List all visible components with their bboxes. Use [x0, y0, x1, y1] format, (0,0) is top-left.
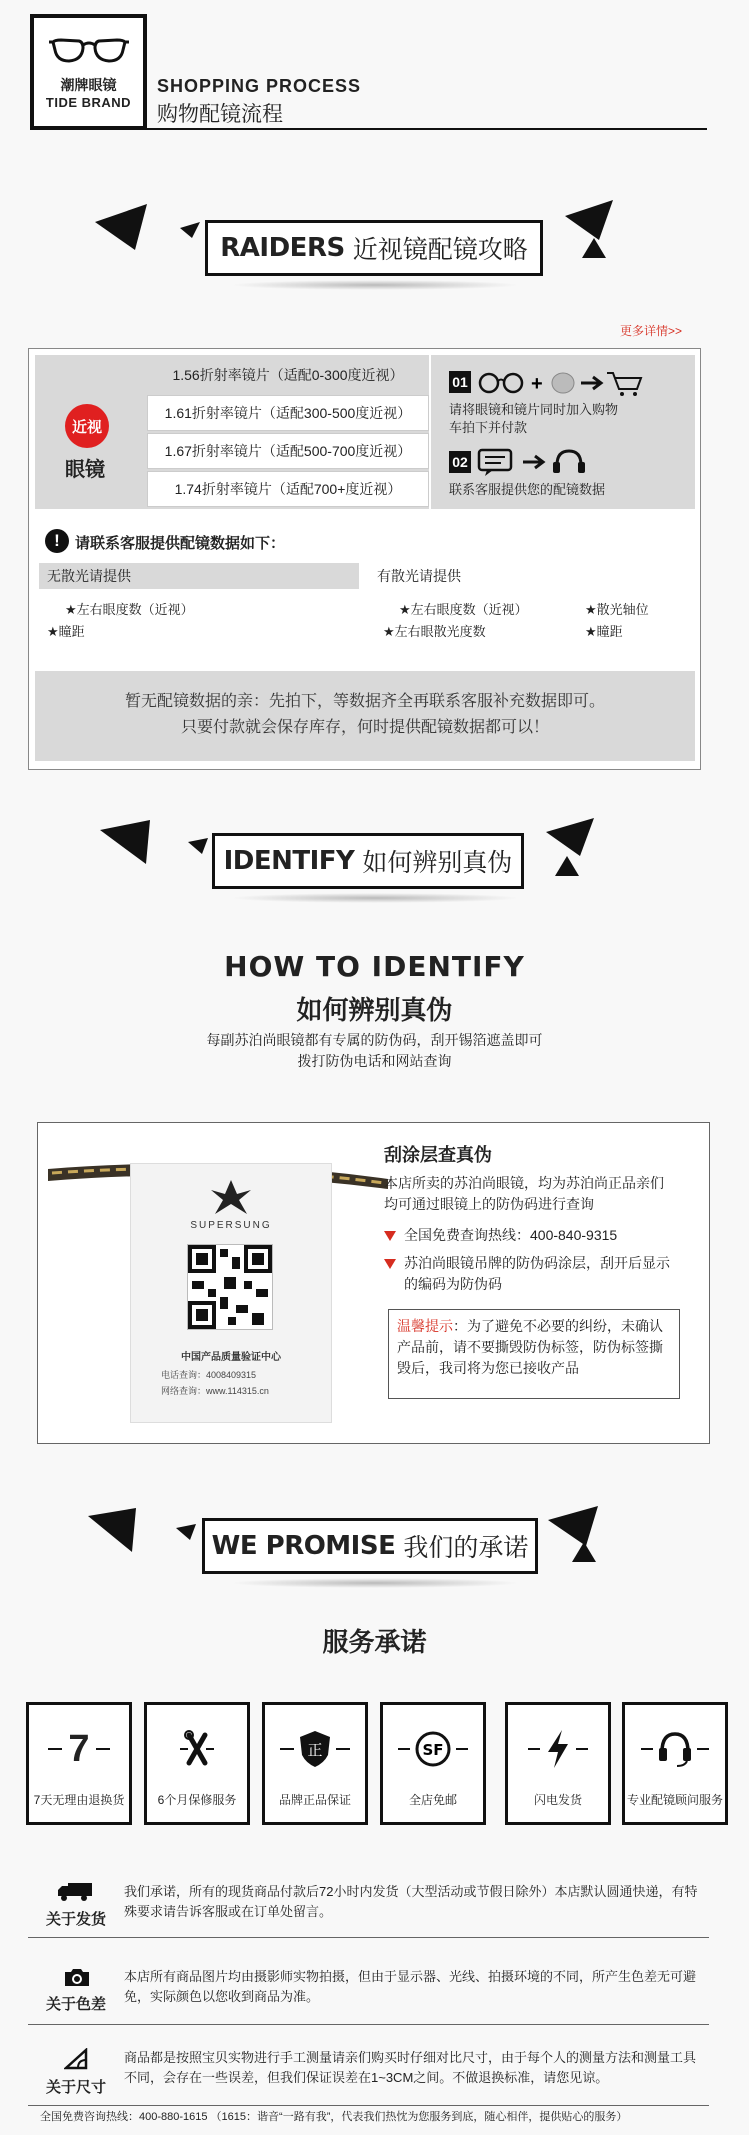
info-label: 关于尺寸	[45, 2079, 106, 2096]
promise-banner	[202, 1518, 538, 1574]
data-notice: 请联系客服提供配镜数据如下：	[75, 535, 286, 552]
scratch-title: 刮涂层查真伪	[384, 1145, 492, 1165]
service-card-7day	[26, 1702, 132, 1825]
brand-logo	[30, 14, 147, 130]
info-text: 本店所有商品图片均由摄影师实物拍摄，但由于显示器、光线、拍摄环境的不同，所产生色差无可避免，实际颜色以您收到商品为准。	[124, 1969, 697, 2004]
astig-item-degree: ★左右眼度数（近视）	[399, 602, 528, 617]
service-label: 闪电发货	[533, 1793, 582, 1807]
banner-shadow	[230, 1578, 520, 1588]
hotline-bullet: 全国免费查询热线：400-840-9315	[404, 1227, 618, 1243]
headset-icon	[625, 1727, 725, 1771]
lens-option-1[interactable]: 1.56折射率镜片（适配0-300度近视）	[147, 357, 429, 393]
banner-cn: 我们的承诺	[403, 1534, 529, 1562]
tag-brand-text: SUPERSUNG	[190, 1220, 272, 1231]
svg-text:+: +	[531, 373, 543, 395]
brand-emblem-icon	[207, 1176, 255, 1216]
qr-code-pattern	[188, 1245, 272, 1329]
service-label: 7天无理由退换货	[33, 1793, 125, 1807]
tag-code-bullet: 苏泊尚眼镜吊牌的防伪码涂层，刮开后显示的编码为防伪码	[404, 1255, 670, 1292]
process-title-cn: 购物配镜流程	[157, 103, 283, 126]
warning-label: 温馨提示	[397, 1318, 453, 1334]
qr-code	[187, 1244, 273, 1330]
tag-phone: 电话查询：4008409315	[161, 1370, 257, 1380]
small-triangle-deco	[180, 222, 202, 240]
how-to-identify-cn: 如何辨别真伪	[296, 995, 453, 1025]
glasses-plus-lens-cart-icon	[477, 369, 657, 397]
shield-char: 正	[307, 1741, 323, 1759]
more-details-link[interactable]: 更多详情>>	[620, 324, 683, 338]
anti-fake-hang-tag	[130, 1163, 332, 1423]
small-triangle-deco-right	[582, 238, 606, 260]
glasses-label: 眼镜	[65, 459, 105, 481]
process-title-en: SHOPPING PROCESS	[157, 76, 362, 96]
seven-digit: 7	[68, 1727, 90, 1770]
identify-sub-1: 每副苏泊尚眼镜都有专属的防伪码，刮开锡箔遮盖即可	[206, 1032, 543, 1048]
service-card-warranty	[144, 1702, 250, 1825]
red-arrow-icon	[384, 1231, 396, 1241]
warning-text: ：为了避免不必要的纠纷，未确认产品前，请不要撕毁防伪标签，防伪标签撕毁后，我司将为您已接收产品	[397, 1318, 663, 1376]
anti-counterfeit-panel	[37, 1122, 710, 1444]
banner-en: RAIDERS	[220, 233, 345, 263]
small-triangle-deco-right	[555, 856, 579, 878]
red-arrow-icon	[384, 1259, 396, 1269]
banner-shadow	[230, 280, 520, 290]
lightning-icon	[508, 1727, 608, 1771]
hotline-footer: 全国免费咨询热线：400-880-1615 （1615：谐音“一路有我”，代表我们热忱为您服务到底，随心相伴，提供贴心的服务）	[40, 2111, 628, 2123]
warning-box	[388, 1309, 680, 1399]
banner-cn: 近视镜配镜攻略	[352, 236, 528, 264]
block-divider	[429, 355, 431, 509]
astig-item-axis: ★散光轴位	[585, 602, 649, 617]
astigmatism-label: 有散光请提供	[369, 563, 689, 589]
truck-icon	[56, 1882, 96, 1907]
banner-shadow	[230, 893, 520, 903]
small-triangle-deco-right	[572, 1542, 596, 1564]
camera-icon	[64, 1967, 90, 1992]
no-data-notice-block	[35, 671, 695, 761]
exclamation-icon: !	[45, 529, 69, 553]
service-label: 专业配镜顾问服务	[626, 1793, 723, 1807]
shield-icon	[265, 1727, 365, 1771]
no-astigmatism-label: 无散光请提供	[39, 563, 359, 589]
info-row-color	[28, 1955, 709, 2025]
small-triangle-deco	[188, 838, 210, 856]
logo-cn-text: 潮牌眼镜	[60, 77, 117, 93]
seven-icon	[29, 1727, 129, 1771]
logo-en-text: TIDE BRAND	[45, 95, 132, 110]
sf-char: SF	[422, 1741, 444, 1759]
tools-icon	[147, 1727, 247, 1771]
identify-sub-2: 拨打防伪电话和网站查询	[297, 1053, 452, 1069]
step-2-text: 联系客服提供您的配镜数据	[449, 482, 606, 497]
raiders-banner	[205, 220, 543, 276]
service-card-free-shipping	[380, 1702, 486, 1825]
service-label: 6个月保修服务	[157, 1793, 237, 1807]
step-1-number: 01	[449, 371, 471, 393]
no-data-line-2: 只要付款就会保存库存，何时提供配镜数据都可以！	[180, 719, 549, 736]
tag-web: 网络查询：www.114315.cn	[161, 1386, 269, 1396]
lens-option-2[interactable]: 1.61折射率镜片（适配300-500度近视）	[147, 395, 429, 431]
service-card-genuine	[262, 1702, 368, 1825]
left-triangle-deco	[88, 1508, 148, 1558]
info-label: 关于发货	[45, 1911, 106, 1928]
banner-en: IDENTIFY	[223, 846, 355, 876]
left-triangle-deco	[95, 204, 155, 254]
scratch-desc: 本店所卖的苏泊尚眼镜，均为苏泊尚正品亲们均可通过眼镜上的防伪码进行查询	[384, 1175, 664, 1212]
info-row-size	[28, 2036, 709, 2106]
chat-to-support-icon	[477, 447, 607, 477]
identify-banner	[212, 833, 524, 889]
step-2-number: 02	[449, 451, 471, 473]
info-text: 商品都是按照宝贝实物进行手工测量请亲们购买时仔细对比尺寸，由于每个人的测量方法和测量工具不同，会存在一些误差，但我们保证误差在1~3CM之间。不做退换标准，请您见谅。	[124, 2050, 697, 2085]
service-card-fast-delivery	[505, 1702, 611, 1825]
free-shipping-icon	[383, 1727, 483, 1771]
astig-item-pd: ★瞳距	[585, 624, 623, 639]
info-text: 我们承诺，所有的现货商品付款后72小时内发货（大型活动或节假日除外）本店默认圆通快递，有特殊要求请告诉客服或在订单处留言。	[124, 1884, 698, 1919]
small-triangle-deco	[176, 1524, 198, 1542]
service-card-consultant	[622, 1702, 728, 1825]
step-1-text: 请将眼镜和镜片同时加入购物车拍下并付款	[449, 402, 619, 435]
info-row-shipping	[28, 1868, 709, 1938]
myopia-badge: 近视	[65, 404, 109, 448]
lens-guide-panel	[28, 348, 701, 770]
left-triangle-deco	[100, 820, 160, 870]
info-label: 关于色差	[45, 1996, 106, 2013]
service-label: 品牌正品保证	[278, 1793, 351, 1807]
service-heading: 服务承诺	[322, 1627, 427, 1657]
no-astig-item-degree: ★左右眼度数（近视）	[65, 602, 194, 617]
no-data-line-1: 暂无配镜数据的亲：先拍下，等数据齐全再联系客服补充数据即可。	[124, 693, 605, 710]
banner-en: WE PROMISE	[211, 1531, 396, 1561]
tag-cert-center: 中国产品质量验证中心	[181, 1352, 281, 1363]
lens-option-3[interactable]: 1.67折射率镜片（适配500-700度近视）	[147, 433, 429, 469]
banner-cn: 如何辨别真伪	[362, 849, 513, 877]
no-astig-item-pd: ★瞳距	[47, 624, 85, 639]
lens-option-4[interactable]: 1.74折射率镜片（适配700+度近视）	[147, 471, 429, 507]
service-label: 全店免邮	[408, 1793, 457, 1807]
glasses-icon	[49, 38, 129, 64]
ruler-triangle-icon	[64, 2048, 90, 2075]
header-divider	[147, 128, 707, 130]
astig-item-cyl: ★左右眼散光度数	[383, 624, 486, 639]
how-to-identify-en: HOW TO IDENTIFY	[224, 950, 525, 983]
